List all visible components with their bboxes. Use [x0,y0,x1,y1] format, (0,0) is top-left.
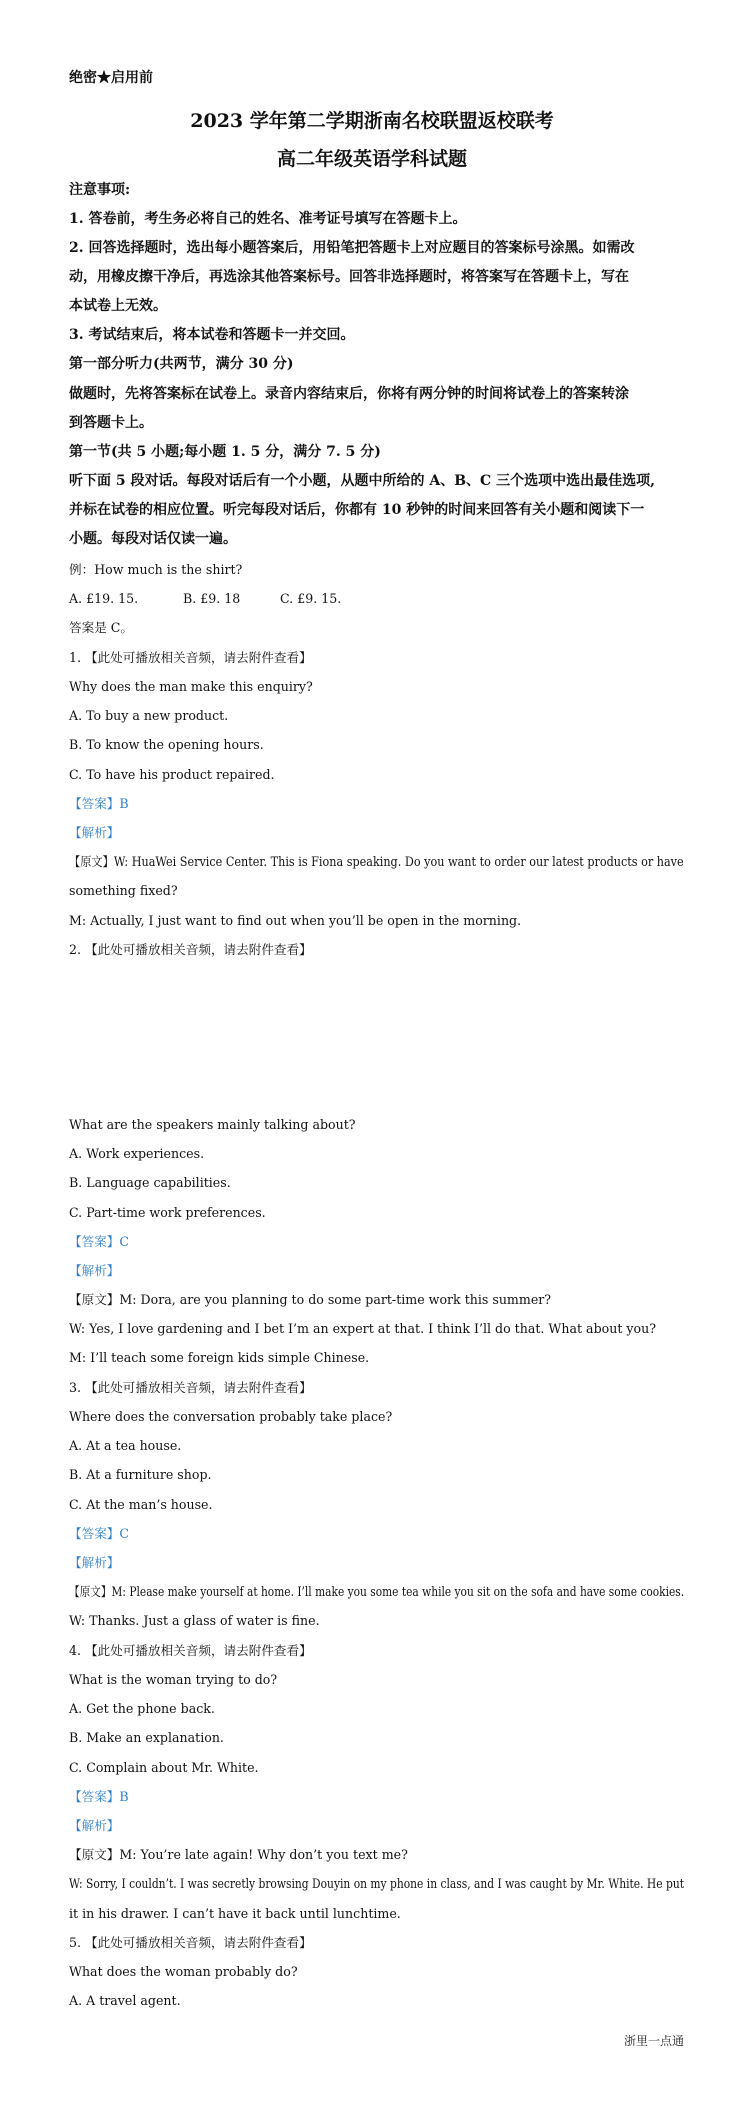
note-2-line-3: 本试卷上无效。 [69,298,167,314]
q4-transcript-2: W: Sorry, I couldn’t. I was secretly browsing Douyin on my phone in class, and I was caught by Mr. White. He put [69,1876,685,1891]
q2-option-a: A. Work experiences. [69,1146,205,1161]
q1-analysis: 【解析】 [69,825,120,840]
section1-heading: 第一节(共 5 小题;每小题 1. 5 分，满分 7. 5 分) [69,444,381,460]
q3-transcript-1: 【原文】M: Please make yourself at home. I’ll make you some tea while you sit on the sofa and have some cookies. [69,1584,685,1599]
part1-heading: 第一部分听力(共两节，满分 30 分) [69,356,294,372]
page-footer: 浙里一点通 [623,2034,684,2048]
part1-instruction-line-2: 到答题卡上。 [69,415,153,431]
q2-answer: 【答案】C [69,1234,130,1249]
q1-question: Why does the man make this enquiry? [69,679,313,694]
q5-audio-note[interactable]: 5. 【此处可播放相关音频，请去附件查看】 [69,1935,312,1950]
q5-question: What does the woman probably do? [69,1964,298,1979]
q2-analysis: 【解析】 [69,1263,120,1278]
q3-option-c: C. At the man’s house. [69,1497,213,1512]
note-3: 3. 考试结束后，将本试卷和答题卡一并交回。 [69,327,355,343]
section1-instruction-line-3: 小题。每段对话仅读一遍。 [69,531,237,547]
q2-option-c: C. Part-time work preferences. [69,1205,266,1220]
section1-instruction-line-1: 听下面 5 段对话。每段对话后有一个小题，从题中所给的 A、B、C 三个选项中选出最佳选项, [69,473,655,489]
q1-answer: 【答案】B [69,796,129,811]
q4-transcript-3: it in his drawer. I can’t have it back until lunchtime. [69,1906,401,1921]
q4-option-b: B. Make an explanation. [69,1730,224,1745]
q2-question: What are the speakers mainly talking about? [69,1117,356,1132]
q1-option-b: B. To know the opening hours. [69,737,264,752]
section1-instruction-line-2: 并标在试卷的相应位置。听完每段对话后，你都有 10 秒钟的时间来回答有关小题和阅读下一 [69,502,645,518]
q3-transcript-2: W: Thanks. Just a glass of water is fine. [69,1613,320,1628]
q2-transcript-1: 【原文】M: Dora, are you planning to do some part-time work this summer? [69,1292,552,1307]
notes-heading: 注意事项: [69,182,131,198]
q3-analysis: 【解析】 [69,1555,120,1570]
q4-audio-note[interactable]: 4. 【此处可播放相关音频，请去附件查看】 [69,1643,312,1658]
q3-option-b: B. At a furniture shop. [69,1467,212,1482]
q4-answer: 【答案】B [69,1789,129,1804]
note-2-line-2: 动，用橡皮擦干净后，再选涂其他答案标号。回答非选择题时，将答案写在答题卡上，写在 [69,269,629,285]
q4-option-c: C. Complain about Mr. White. [69,1760,259,1775]
example-option-c: C. £9. 15. [280,591,342,606]
q2-audio-note[interactable]: 2. 【此处可播放相关音频，请去附件查看】 [69,942,312,957]
q1-transcript-2: something fixed? [69,883,178,898]
secret-label: 绝密★启用前 [69,70,153,86]
q3-question: Where does the conversation probably take place? [69,1409,393,1424]
q1-transcript-1: 【原文】W: HuaWei Service Center. This is Fiona speaking. Do you want to order our latest products or have [69,854,684,869]
part1-instruction-line-1: 做题时，先将答案标在试卷上。录音内容结束后，你将有两分钟的时间将试卷上的答案转涂 [69,386,629,402]
note-1: 1. 答卷前，考生务必将自己的姓名、准考证号填写在答题卡上。 [69,211,467,227]
q2-transcript-2: W: Yes, I love gardening and I bet I’m an expert at that. I think I’ll do that. What about you? [69,1321,656,1336]
example-option-b: B. £9. 18 [183,591,241,606]
exam-title: 2023 学年第二学期浙南名校联盟返校联考 [190,110,554,132]
q4-transcript-1: 【原文】M: You’re late again! Why don’t you text me? [69,1847,408,1862]
exam-subtitle: 高二年级英语学科试题 [276,148,467,170]
q3-option-a: A. At a tea house. [69,1438,182,1453]
q4-option-a: A. Get the phone back. [69,1701,215,1716]
q3-answer: 【答案】C [69,1526,130,1541]
q1-option-a: A. To buy a new product. [69,708,229,723]
example-question: 例：How much is the shirt? [69,562,243,577]
example-option-a: A. £19. 15. [69,591,139,606]
q5-option-a: A. A travel agent. [69,1993,181,2008]
note-2-line-1: 2. 回答选择题时，选出每小题答案后，用铅笔把答题卡上对应题目的答案标号涂黑。如需改 [69,240,635,256]
q3-audio-note[interactable]: 3. 【此处可播放相关音频，请去附件查看】 [69,1380,312,1395]
example-answer: 答案是 C。 [69,620,134,635]
q4-question: What is the woman trying to do? [69,1672,278,1687]
q1-transcript-3: M: Actually, I just want to find out when you’ll be open in the morning. [69,913,522,928]
q2-option-b: B. Language capabilities. [69,1175,231,1190]
q1-audio-note[interactable]: 1. 【此处可播放相关音频，请去附件查看】 [69,650,312,665]
q1-option-c: C. To have his product repaired. [69,767,275,782]
q4-analysis: 【解析】 [69,1818,120,1833]
q2-transcript-3: M: I’ll teach some foreign kids simple Chinese. [69,1350,370,1365]
